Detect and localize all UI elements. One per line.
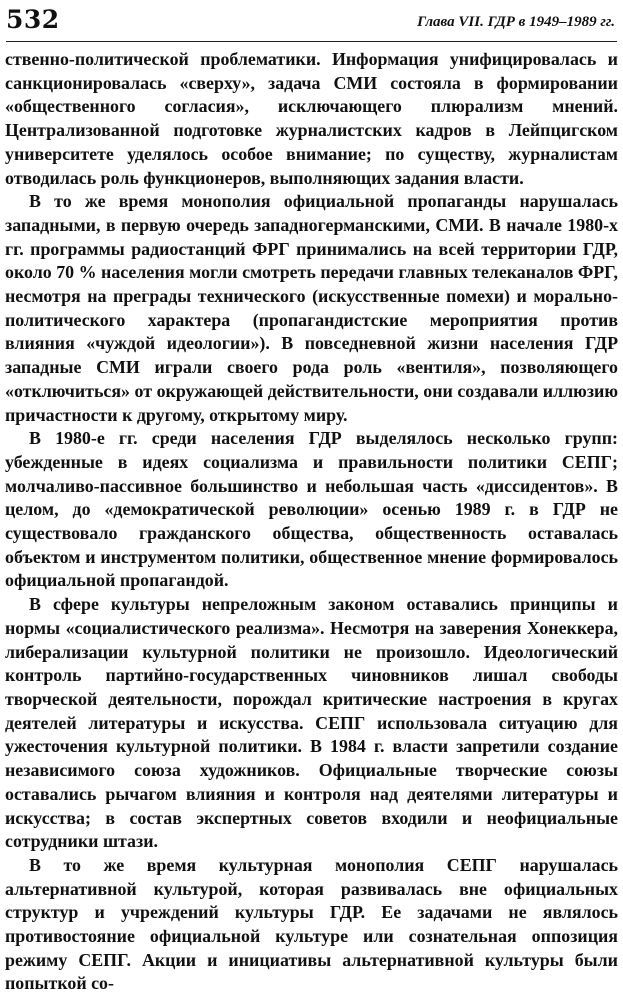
paragraph: ственно-политической проблематики. Информация унифицировалась и санкционировалась «сверху», задача СМИ состояла в формировании «общественного согласия», исключающего плюрализм мнений. Централизованной подготовке журналистских кадров в Лейпцигском университете уделялось особое внимание; по существу, журналистам отводилась роль функционеров, выполняющих задания власти. <box>5 49 618 188</box>
paragraph: В то же время культурная монополия СЕПГ нарушалась альтернативной культурой, которая развивалась вне официальных структур и учреждений культуры ГДР. Ее задачами не являлось противостояние официальной культуре или сознательная оппозиция режиму СЕПГ. Акции и инициативы альтернативной культуры были попыткой со- <box>5 854 618 994</box>
paragraph: В сфере культуры непреложным законом оставались принципы и нормы «социалистического реализма». Несмотря на заверения Хонеккера, либерализации культурной политики не произошло. Идеологический контроль партийно-государственных чиновников лишал свободы творческой деятельности, порождал критические настроения в кругах деятелей литературы и искусства. СЕПГ использовала ситуацию для ужесточения культурной политики. В 1984 г. власти запретили создание независимого союза художников. Официальные творческие союзы оставались рычагом влияния и контроля над деятелями литературы и искусства; в состав экспертных советов входили и неофициальные сотрудники штази. <box>5 594 618 852</box>
paragraph: В то же время монополия официальной пропаганды нарушалась западными, в первую очередь западногерманскими, СМИ. В начале 1980-х гг. программы радиостанций ФРГ принимались на всей территории ГДР, около 70 % населения могли смотреть передачи главных телеканалов ФРГ, несмотря на преграды технического (искусственные помехи) и морально-политического характера (пропагандистские мероприятия против влияния «чуждой идеологии»). В повседневной жизни населения ГДР западные СМИ играли своего рода роль «вентиля», позволяющего «отключиться» от окружающей действительности, они создавали иллюзию причастности к другому, открытому миру. <box>5 191 618 425</box>
chapter-title: Глава VII. ГДР в 1949–1989 гг. <box>417 14 615 30</box>
running-head <box>6 4 615 44</box>
page-number: 532 <box>6 5 60 34</box>
paragraph: В 1980-е гг. среди населения ГДР выделялось несколько групп: убежденные в идеях социализма и правильности политики СЕПГ; молчаливо-пассивное большинство и небольшая часть «диссидентов». В целом, до «демократической революции» осенью 1989 г. в ГДР не существовало гражданского общества, общественность оставалась объектом и инструментом политики, общественное мнение формировалось официальной пропагандой. <box>5 428 618 591</box>
header-rule <box>6 41 617 42</box>
body-text <box>5 48 618 996</box>
